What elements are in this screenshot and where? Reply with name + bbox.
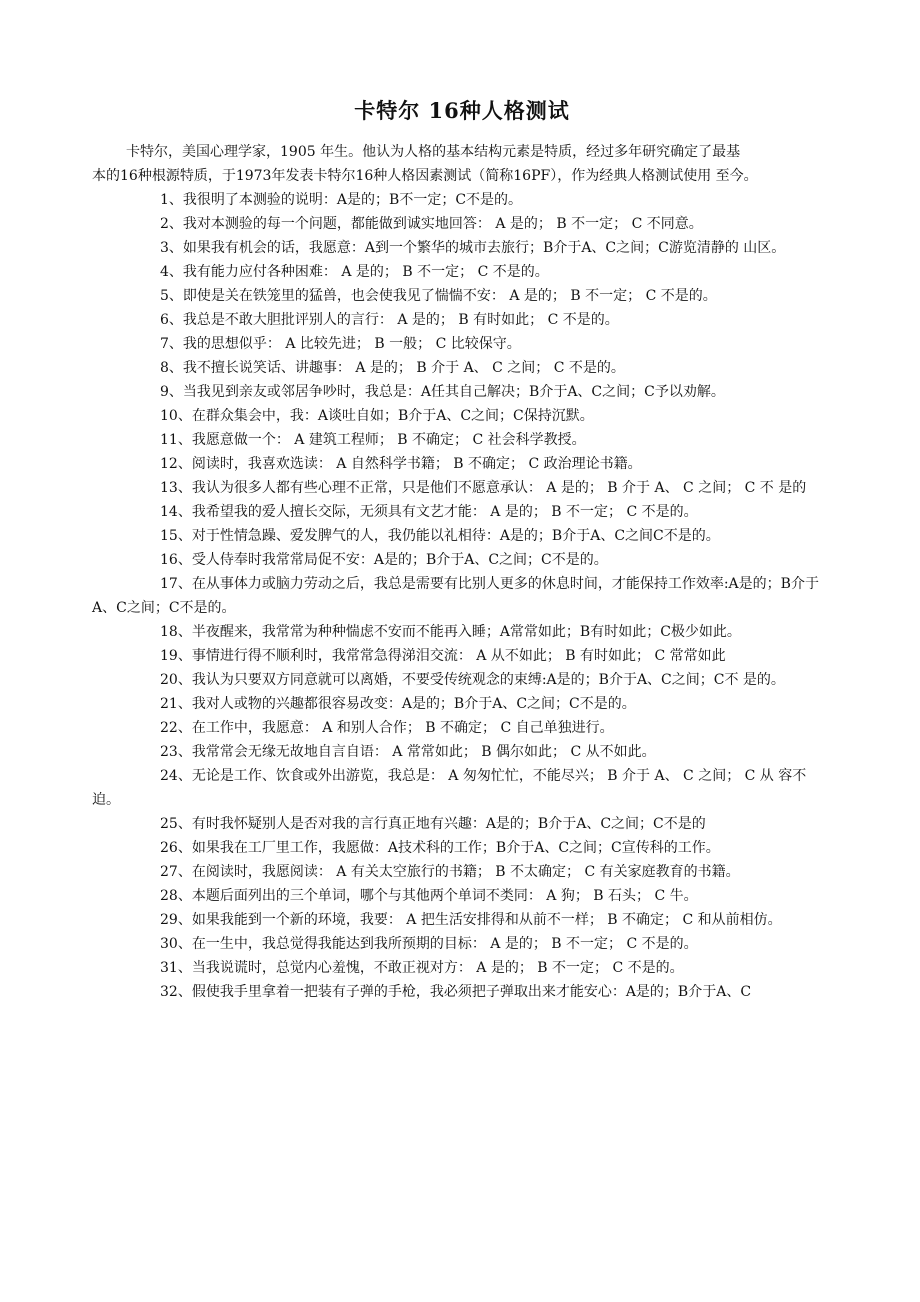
question-number: 19、 (160, 648, 192, 664)
question-number: 16、 (160, 552, 192, 568)
question-number: 31、 (160, 960, 192, 976)
question-item (92, 716, 832, 740)
question-item (92, 548, 832, 572)
question-item (92, 980, 832, 1004)
question-number: 21、 (160, 696, 192, 712)
question-text: 我对人或物的兴趣都很容易改变：A是的；B介于A、C之间；C不是的。 (191, 696, 636, 712)
question-number: 4、 (160, 264, 183, 280)
question-number: 13、 (160, 480, 192, 496)
document-page (92, 96, 832, 1004)
question-number: 23、 (160, 744, 192, 760)
question-text: 如果我能到一个新的环境，我要： A 把生活安排得和从前不一样； B 不确定； C 和从前相仿。 (191, 912, 782, 928)
question-item (92, 284, 832, 308)
question-text: 受人侍奉时我常常局促不安：A是的；B介于A、C之间；C不是的。 (191, 552, 608, 568)
question-number: 29、 (160, 912, 192, 928)
question-text: 我常常会无缘无故地自言自语： A 常常如此； B 偶尔如此； C 从不如此。 (191, 744, 656, 760)
question-item (92, 668, 832, 692)
question-number: 32、 (160, 984, 192, 1000)
question-item (92, 572, 832, 620)
question-text: 阅读时，我喜欢选读： A 自然科学书籍； B 不确定； C 政治理论书籍。 (191, 456, 642, 472)
question-text: 我对本测验的每一个问题，都能做到诚实地回答： A 是的； B 不一定； C 不同意。 (182, 216, 703, 232)
question-item (92, 260, 832, 284)
question-text: 在群众集会中，我：A谈吐自如；B介于A、C之间；C保持沉默。 (191, 408, 594, 424)
question-number: 7、 (160, 336, 183, 352)
question-item (92, 212, 832, 236)
question-number: 2、 (160, 216, 183, 232)
question-item (92, 860, 832, 884)
question-number: 18、 (160, 624, 192, 640)
question-text: 在从事体力或脑力劳动之后，我总是需要有比别人更多的休息时间，才能保持工作效率:A是的；B介于A、C之间；C不是的。 (92, 576, 819, 616)
question-text: 如果我有机会的话，我愿意：A到一个繁华的城市去旅行；B介于A、C之间；C游览清静的 山区。 (182, 240, 786, 256)
question-text: 有时我怀疑别人是否对我的言行真正地有兴趣：A是的；B介于A、C之间；C不是的 (191, 816, 706, 832)
question-item (92, 380, 832, 404)
question-item (92, 524, 832, 548)
question-text: 即使是关在铁笼里的猛兽，也会使我见了惴惴不安： A 是的； B 不一定； C 不是的。 (182, 288, 717, 304)
question-item (92, 740, 832, 764)
question-item (92, 956, 832, 980)
question-text: 在阅读时，我愿阅读： A 有关太空旅行的书籍； B 不太确定； C 有关家庭教育的书籍。 (191, 864, 740, 880)
question-item (92, 836, 832, 860)
intro-line-1: 卡特尔，美国心理学家，1905 年生。他认为人格的基本结构元素是特质，经过多年研究确定了最基 (126, 144, 741, 160)
page-title: 卡特尔 16种人格测试 (354, 98, 570, 123)
question-text: 我有能力应付各种困难： A 是的； B 不一定； C 不是的。 (182, 264, 549, 280)
question-text: 我总是不敢大胆批评别人的言行： A 是的； B 有时如此； C 不是的。 (182, 312, 619, 328)
question-text: 在工作中，我愿意： A 和别人合作； B 不确定； C 自己单独进行。 (191, 720, 614, 736)
intro-line-2: 本的16种根源特质，于1973年发表卡特尔16种人格因素测试（简称16PF），作为经典人格测试使用 至今。 (92, 168, 758, 184)
question-text: 如果我在工厂里工作，我愿做：A技术科的工作；B介于A、C之间；C宣传科的工作。 (191, 840, 720, 856)
question-item (92, 452, 832, 476)
question-item (92, 308, 832, 332)
question-text: 事情进行得不顺利时，我常常急得涕泪交流： A 从不如此； B 有时如此； C 常常如此 (191, 648, 726, 664)
question-item (92, 764, 832, 812)
question-number: 24、 (160, 768, 192, 784)
question-text: 在一生中，我总觉得我能达到我所预期的目标： A 是的； B 不一定； C 不是的。 (191, 936, 698, 952)
question-number: 28、 (160, 888, 192, 904)
question-number: 20、 (160, 672, 192, 688)
question-item (92, 692, 832, 716)
question-text: 我希望我的爱人擅长交际，无须具有文艺才能： A 是的； B 不一定； C 不是的。 (191, 504, 698, 520)
question-number: 10、 (160, 408, 192, 424)
question-number: 17、 (160, 576, 192, 592)
question-text: 本题后面列出的三个单词，哪个与其他两个单词不类同： A 狗； B 石头； C 牛。 (191, 888, 698, 904)
question-item (92, 476, 832, 500)
question-number: 5、 (160, 288, 183, 304)
question-text: 当我见到亲友或邻居争吵时，我总是：A任其自己解决；B介于A、C之间；C予以劝解。 (182, 384, 725, 400)
question-item (92, 404, 832, 428)
question-item (92, 908, 832, 932)
question-item (92, 644, 832, 668)
question-item (92, 188, 832, 212)
question-number: 27、 (160, 864, 192, 880)
question-text: 无论是工作、饮食或外出游览，我总是： A 匆匆忙忙，不能尽兴； B 介于 A、 C 之间； C 从 容不迫。 (92, 768, 807, 808)
question-item (92, 236, 832, 260)
question-number: 26、 (160, 840, 192, 856)
question-number: 25、 (160, 816, 192, 832)
question-number: 22、 (160, 720, 192, 736)
question-item (92, 812, 832, 836)
question-text: 当我说谎时，总觉内心羞愧，不敢正视对方： A 是的； B 不一定； C 不是的。 (191, 960, 684, 976)
question-text: 我认为很多人都有些心理不正常，只是他们不愿意承认： A 是的； B 介于 A、 C 之间； C 不 是的 (191, 480, 807, 496)
question-number: 12、 (160, 456, 192, 472)
question-number: 1、 (160, 192, 183, 208)
question-text: 我的思想似乎： A 比较先进； B 一般； C 比较保守。 (182, 336, 521, 352)
question-number: 15、 (160, 528, 192, 544)
question-item (92, 428, 832, 452)
question-text: 半夜醒来，我常常为种种惴虑不安而不能再入睡；A常常如此；B有时如此；C极少如此。 (191, 624, 741, 640)
intro-paragraph (92, 140, 832, 188)
question-number: 9、 (160, 384, 183, 400)
question-number: 3、 (160, 240, 183, 256)
question-text: 假使我手里拿着一把装有子弹的手枪，我必须把子弹取出来才能安心：A是的；B介于A、C (191, 984, 752, 1000)
question-item (92, 356, 832, 380)
question-number: 6、 (160, 312, 183, 328)
question-item (92, 332, 832, 356)
question-item (92, 620, 832, 644)
question-text: 我不擅长说笑话、讲趣事： A 是的； B 介于 A、 C 之间； C 不是的。 (182, 360, 625, 376)
question-text: 我愿意做一个： A 建筑工程师； B 不确定； C 社会科学教授。 (191, 432, 586, 448)
question-item (92, 884, 832, 908)
question-number: 11、 (160, 432, 192, 448)
question-number: 30、 (160, 936, 192, 952)
question-number: 14、 (160, 504, 192, 520)
question-text: 我很明了本测验的说明：A是的；B不一定；C不是的。 (182, 192, 523, 208)
question-item (92, 500, 832, 524)
question-list (92, 188, 832, 1004)
question-number: 8、 (160, 360, 183, 376)
question-text: 我认为只要双方同意就可以离婚，不要受传统观念的束缚:A是的；B介于A、C之间；C不 是的。 (191, 672, 785, 688)
question-text: 对于性情急躁、爱发脾气的人，我仍能以礼相待：A是的；B介于A、C之间C不是的。 (191, 528, 720, 544)
question-item (92, 932, 832, 956)
